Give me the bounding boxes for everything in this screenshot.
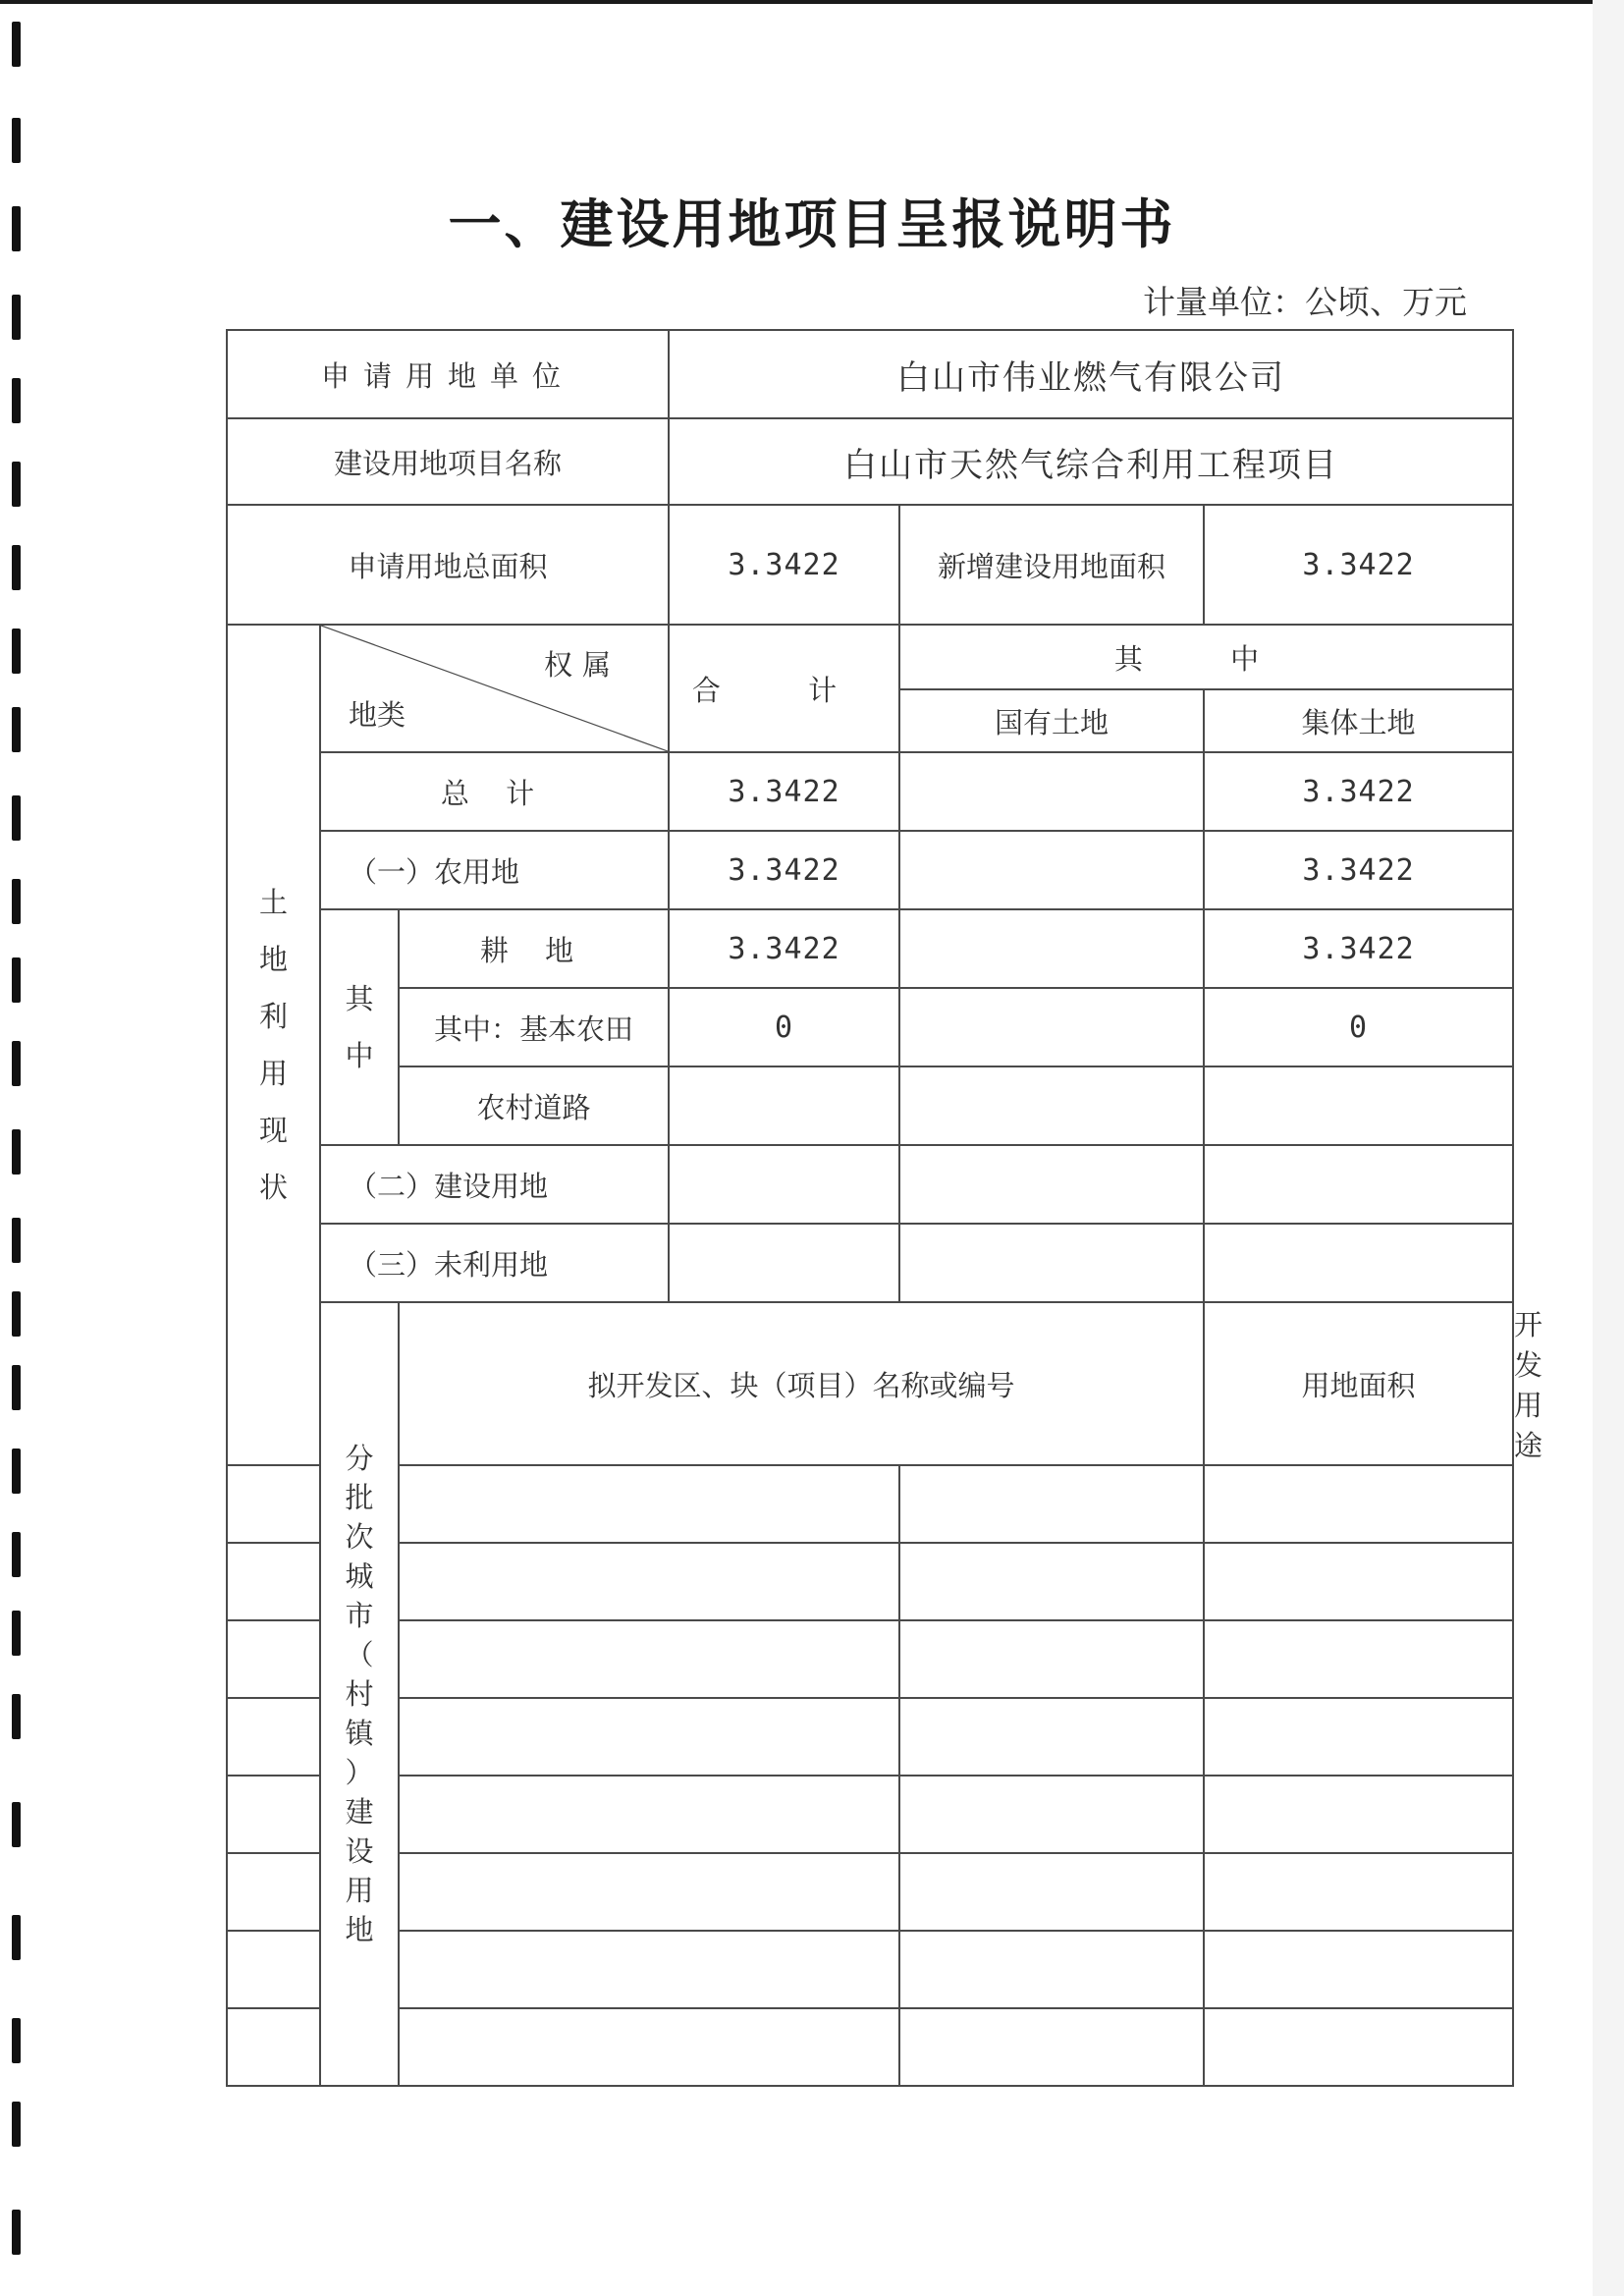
total-area-label: 申请用地总面积	[227, 505, 669, 625]
binding-hole	[12, 1218, 21, 1263]
binding-hole	[12, 1915, 21, 1960]
batch-use-cell	[1204, 1853, 1513, 1931]
arable-collective: 3.3422	[1204, 909, 1513, 988]
agricultural-collective: 3.3422	[1204, 831, 1513, 909]
binding-hole	[12, 22, 21, 67]
collective-header: 集体土地	[1204, 689, 1513, 752]
binding-hole	[12, 957, 21, 1003]
land-application-form	[226, 329, 1543, 2087]
batch-index-cell	[227, 1620, 320, 1698]
page-title: 一、建设用地项目呈报说明书	[448, 193, 1176, 255]
batch-area-cell	[899, 1853, 1204, 1931]
binding-hole	[12, 545, 21, 590]
batch-area-cell	[899, 1620, 1204, 1698]
state-owned-header: 国有土地	[899, 689, 1204, 752]
binding-hole	[12, 1291, 21, 1337]
binding-hole	[12, 1129, 21, 1175]
batch-name-cell	[399, 1776, 899, 1853]
batch-use-cell	[1204, 1465, 1513, 1543]
batch-empty-row	[227, 1620, 1513, 1698]
agricultural-label: （一）农用地	[320, 831, 669, 909]
new-construction-area-label: 新增建设用地面积	[899, 505, 1204, 625]
batch-name-cell	[399, 1620, 899, 1698]
project-name-value: 白山市天然气综合利用工程项目	[669, 418, 1513, 505]
total-area-value: 3.3422	[669, 505, 899, 625]
batch-empty-row	[227, 2008, 1513, 2086]
construction-state	[899, 1145, 1204, 1224]
total-header: 合 计	[669, 625, 899, 752]
rural-road-total	[669, 1066, 899, 1145]
unused-total	[669, 1224, 899, 1302]
batch-area-cell	[899, 1543, 1204, 1620]
arable-row	[227, 909, 1513, 988]
unused-collective	[1204, 1224, 1513, 1302]
agricultural-state	[899, 831, 1204, 909]
of-which-side-label: 其 中	[320, 909, 399, 1145]
batch-name-cell	[399, 1465, 899, 1543]
batch-index-cell	[227, 1698, 320, 1776]
ownership-label: 权属	[543, 648, 621, 682]
land-use-header-row-1	[227, 625, 1513, 689]
construction-collective	[1204, 1145, 1513, 1224]
unused-state	[899, 1224, 1204, 1302]
batch-use-cell	[1204, 1620, 1513, 1698]
batch-index-cell	[227, 1776, 320, 1853]
basic-farmland-collective: 0	[1204, 988, 1513, 1066]
binding-hole	[12, 629, 21, 674]
grand-total-state	[899, 752, 1204, 831]
construction-row	[227, 1145, 1513, 1224]
batch-index-cell	[227, 1931, 320, 2008]
binding-hole	[12, 1694, 21, 1739]
batch-use-cell	[1204, 1698, 1513, 1776]
binding-hole	[12, 1449, 21, 1494]
binding-hole	[12, 2018, 21, 2063]
batch-index-cell	[227, 2008, 320, 2086]
land-use-side-label: 土 地 利 用 现 状	[227, 625, 320, 1465]
binding-hole	[12, 462, 21, 507]
grand-total-collective: 3.3422	[1204, 752, 1513, 831]
ownership-landtype-diagonal-header	[320, 625, 669, 752]
basic-farmland-total: 0	[669, 988, 899, 1066]
batch-empty-row	[227, 1543, 1513, 1620]
binding-holes	[0, 0, 39, 2296]
rural-road-state	[899, 1066, 1204, 1145]
basic-farmland-row	[227, 988, 1513, 1066]
batch-empty-row	[227, 1698, 1513, 1776]
grand-total-row	[227, 752, 1513, 831]
page-right-margin	[1593, 0, 1624, 2296]
binding-hole	[12, 1611, 21, 1656]
construction-label: （二）建设用地	[320, 1145, 669, 1224]
land-type-label: 地类	[349, 698, 406, 732]
batch-area-cell	[899, 2008, 1204, 2086]
batch-use-cell	[1204, 1543, 1513, 1620]
unused-label: （三）未利用地	[320, 1224, 669, 1302]
batch-use-cell	[1204, 1931, 1513, 2008]
unused-row	[227, 1224, 1513, 1302]
binding-hole	[12, 879, 21, 924]
rural-road-row	[227, 1066, 1513, 1145]
batch-use-cell	[1204, 1776, 1513, 1853]
applicant-row	[227, 330, 1513, 418]
binding-hole	[12, 1365, 21, 1410]
basic-farmland-state	[899, 988, 1204, 1066]
batch-name-cell	[399, 1853, 899, 1931]
batch-name-cell	[399, 1931, 899, 2008]
batch-header-row: 分 批 次 城 市 （ 村 镇 ） 建 设 用 地 拟开发区、块（项目）名称或编号 用地面积 开发用途	[227, 1302, 1513, 1465]
rural-road-label: 农村道路	[399, 1066, 669, 1145]
basic-farmland-label: 其中：基本农田	[399, 988, 669, 1066]
binding-hole	[12, 795, 21, 841]
total-area-row	[227, 505, 1513, 625]
batch-empty-row	[227, 1931, 1513, 2008]
batch-name-cell	[399, 2008, 899, 2086]
batch-name-cell	[399, 1543, 899, 1620]
arable-state	[899, 909, 1204, 988]
batch-index-cell	[227, 1543, 320, 1620]
agricultural-total: 3.3422	[669, 831, 899, 909]
binding-hole	[12, 707, 21, 752]
binding-hole	[12, 2210, 21, 2255]
batch-area-header: 用地面积	[1204, 1302, 1513, 1465]
batch-area-cell	[899, 1931, 1204, 2008]
binding-hole	[12, 1532, 21, 1577]
batch-index-cell	[227, 1853, 320, 1931]
binding-hole	[12, 295, 21, 340]
page-top-edge	[0, 0, 1624, 4]
binding-hole	[12, 118, 21, 163]
rural-road-collective	[1204, 1066, 1513, 1145]
batch-empty-row	[227, 1465, 1513, 1543]
batch-area-cell	[899, 1465, 1204, 1543]
unit-note: 计量单位：公顷、万元	[1143, 283, 1467, 321]
grand-total-total: 3.3422	[669, 752, 899, 831]
new-construction-area-value: 3.3422	[1204, 505, 1513, 625]
batch-empty-row	[227, 1776, 1513, 1853]
binding-hole	[12, 1802, 21, 1847]
batch-area-cell	[899, 1776, 1204, 1853]
applicant-value: 白山市伟业燃气有限公司	[669, 330, 1513, 418]
arable-label: 耕 地	[399, 909, 669, 988]
grand-total-label: 总 计	[320, 752, 669, 831]
arable-total: 3.3422	[669, 909, 899, 988]
batch-use-cell	[1204, 2008, 1513, 2086]
batch-name-header: 拟开发区、块（项目）名称或编号	[399, 1302, 1204, 1465]
batch-index-cell	[227, 1465, 320, 1543]
project-name-label: 建设用地项目名称	[227, 418, 669, 505]
batch-empty-row	[227, 1853, 1513, 1931]
batch-side-label: 分 批 次 城 市 （ 村 镇 ） 建 设 用 地	[320, 1302, 399, 2086]
batch-area-cell	[899, 1698, 1204, 1776]
project-name-row	[227, 418, 1513, 505]
batch-name-cell	[399, 1698, 899, 1776]
applicant-label: 申请用地单位	[227, 330, 669, 418]
agricultural-row	[227, 831, 1513, 909]
binding-hole	[12, 1041, 21, 1086]
binding-hole	[12, 378, 21, 423]
binding-hole	[12, 2102, 21, 2147]
of-which-header: 其 中	[899, 625, 1513, 689]
construction-total	[669, 1145, 899, 1224]
